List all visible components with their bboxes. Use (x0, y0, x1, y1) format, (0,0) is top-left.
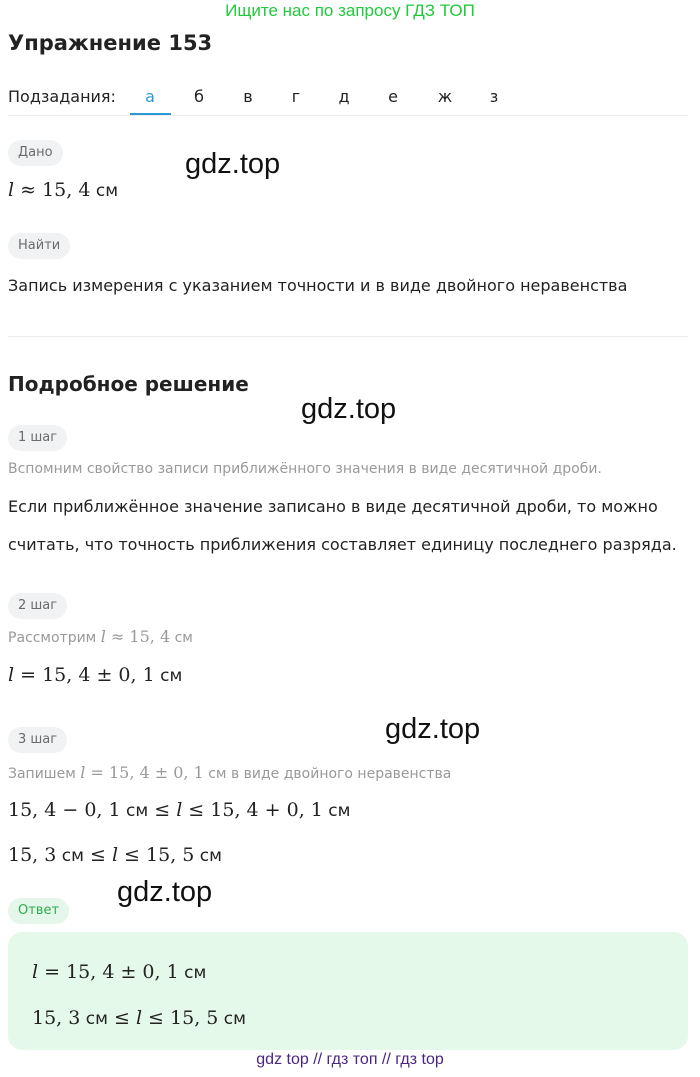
watermark-3: gdz.top (385, 713, 481, 745)
ineq1-rel2: ≤ (182, 799, 211, 821)
step2-hint-unit: см (170, 630, 193, 646)
step3-inequality-2 (8, 844, 222, 866)
ineq1-unit: см (120, 801, 149, 821)
answer-eq-unit: см (178, 963, 207, 983)
step2-chip: 2 шаг (8, 593, 67, 619)
step3-chip: 3 шаг (8, 727, 67, 753)
tabs-divider (8, 115, 688, 116)
ineq2-right: 15, 5 (146, 844, 195, 866)
page-title: Упражнение 153 (8, 31, 213, 55)
ineq2-unit2: см (194, 846, 222, 866)
watermark-1: gdz.top (185, 148, 281, 180)
tab-zh[interactable]: ж (437, 87, 453, 106)
step2-eq-unit: см (154, 666, 183, 686)
watermark-2: gdz.top (301, 393, 397, 425)
given-chip: Дано (8, 140, 63, 166)
tab-b[interactable]: б (194, 87, 204, 106)
ineq1-right: 15, 4 + 0, 1 (210, 799, 323, 821)
ineq2-var: l (111, 844, 119, 866)
ineq2-rel1: ≤ (83, 844, 112, 866)
step3-inequality-1 (8, 799, 350, 821)
step2-hint-prefix: Рассмотрим (8, 630, 101, 646)
tab-z[interactable]: з (489, 87, 499, 106)
tab-a[interactable]: а (145, 87, 155, 106)
step2-hint (8, 627, 193, 646)
ineq1-rel1: ≤ (148, 799, 177, 821)
tab-d[interactable]: д (338, 87, 350, 106)
given-unit: см (90, 181, 119, 201)
step2-eq-math: = 15, 4 ± 0, 1 (14, 664, 155, 686)
watermark-4: gdz.top (117, 876, 213, 908)
tab-v[interactable]: в (243, 87, 253, 106)
answer-eq-math: = 15, 4 ± 0, 1 (38, 961, 179, 983)
step2-equation (8, 664, 182, 686)
step1-hint: Вспомним свойство записи приближённого значения в виде десятичной дроби. (8, 461, 602, 477)
step1-chip: 1 шаг (8, 425, 67, 451)
answer-box (8, 932, 688, 1050)
step2-hint-math: ≈ 15, 4 (105, 627, 171, 646)
find-chip: Найти (8, 233, 70, 259)
ineq2-left: 15, 3 (8, 844, 57, 866)
ineq2-unit: см (56, 846, 84, 866)
find-text: Запись измерения с указанием точности и в виде двойного неравенства (8, 276, 628, 295)
section-divider (8, 336, 688, 337)
given-value: 15, 4 (42, 179, 91, 201)
answer-ineq-unit: см (80, 1009, 108, 1029)
given-rel: ≈ (14, 179, 43, 201)
tab-g[interactable]: г (291, 87, 301, 106)
step1-line2: считать, что точность приближения составляет единицу последнего разряда. (8, 535, 677, 554)
step3-hint-var: l (80, 763, 86, 782)
ineq2-rel2: ≤ (118, 844, 147, 866)
ineq1-left: 15, 4 − 0, 1 (8, 799, 121, 821)
subtasks-label: Подзадания: (8, 87, 116, 106)
answer-equation (32, 961, 206, 983)
footer-links: gdz top // гдз топ // гдз top (256, 1051, 444, 1068)
step3-hint-math: = 15, 4 ± 0, 1 (85, 763, 204, 782)
answer-ineq-rel2: ≤ (142, 1007, 171, 1029)
step3-hint-prefix: Запишем (8, 766, 81, 782)
tab-e[interactable]: е (388, 87, 398, 106)
solution-heading: Подробное решение (8, 372, 249, 396)
answer-ineq-left: 15, 3 (32, 1007, 81, 1029)
step3-hint-unit: см (203, 766, 227, 782)
ineq1-unit2: см (322, 801, 351, 821)
answer-ineq-var: l (135, 1007, 143, 1029)
answer-ineq-unit2: см (218, 1009, 246, 1029)
answer-ineq-rel1: ≤ (107, 1007, 136, 1029)
answer-eq-var: l (32, 961, 39, 983)
given-expression (8, 179, 118, 201)
answer-inequality (32, 1007, 246, 1029)
answer-ineq-right: 15, 5 (170, 1007, 219, 1029)
given-var: l (8, 179, 15, 201)
answer-chip: Ответ (8, 898, 69, 924)
step1-line1: Если приближённое значение записано в виде десятичной дроби, то можно (8, 497, 658, 516)
ineq1-var: l (176, 799, 183, 821)
step2-hint-var: l (100, 627, 106, 646)
step2-eq-var: l (8, 664, 15, 686)
step3-hint (8, 763, 451, 782)
step3-hint-suffix: в виде двойного неравенства (226, 766, 452, 782)
top-banner: Ищите нас по запросу ГДЗ ТОП (225, 1, 475, 20)
